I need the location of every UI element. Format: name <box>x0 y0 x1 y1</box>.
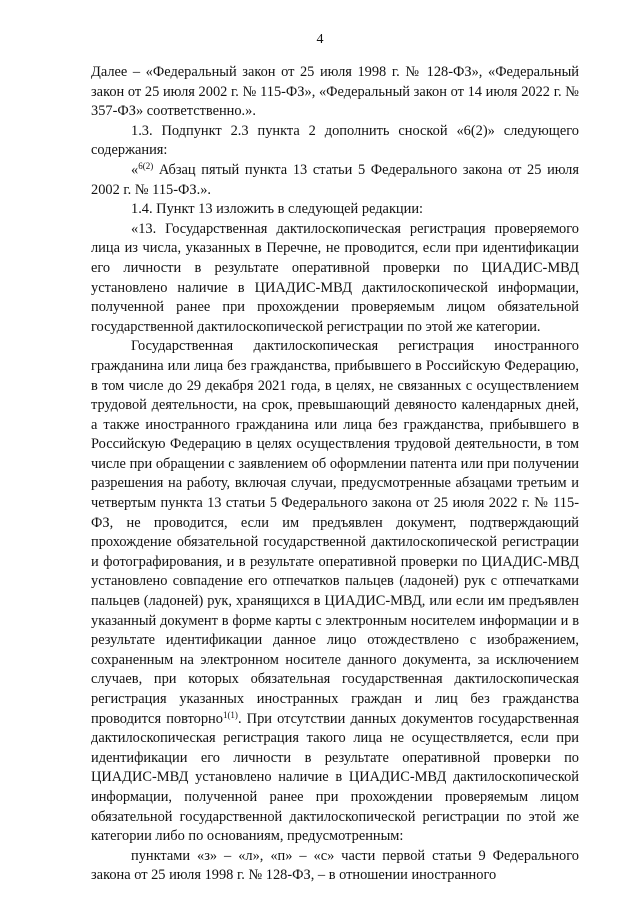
paragraph-5: «13. Государственная дактилоскопическая регистрация проверяемого лица из числа, указанных в Перечне, не проводится, если при идентификации его личности в результате оперативной проверки по ЦИАДИС-МВД установлено наличие в ЦИАДИС-МВД дактилоскопической информации, полученной ранее при прохождении проверяемым лицом обязательной государственной дактилоскопической регистрации по этой же категории. <box>91 220 579 335</box>
paragraph-3 <box>91 161 579 200</box>
paragraph-3-text: Абзац пятый пункта 13 статьи 5 Федерального закона от 25 июля 2002 г. № 115-ФЗ.». <box>91 161 579 198</box>
paragraph-3-open-quote: « <box>131 161 139 178</box>
paragraph-2: 1.3. Подпункт 2.3 пункта 2 дополнить сноской «6(2)» следующего содержания: <box>91 122 579 159</box>
page-number: 4 <box>316 32 324 47</box>
footnote-mark-1-1: 1(1) <box>222 709 238 720</box>
paragraph-1: Далее – «Федеральный закон от 25 июля 1998 г. № 128-ФЗ», «Федеральный закон от 25 июля 2002 г. № 115-ФЗ», «Федеральный закон от 14 июля 2022 г. № 357-ФЗ» соответственно.». <box>91 64 579 120</box>
paragraph-7: пунктами «з» – «л», «п» – «с» части первой статьи 9 Федерального закона от 25 июля 1998 г. № 128-ФЗ, – в отношении иностранного <box>91 847 579 884</box>
paragraph-4: 1.4. Пункт 13 изложить в следующей редакции: <box>131 201 424 218</box>
paragraph-6-text-end: . При отсутствии данных документов государственная дактилоскопическая регистрация такого лица не осуществляется, если при идентификации его личности в результате оперативной проверки по ЦИАДИС-МВД установлено наличие в ЦИАДИС-МВД дактилоскопической информации, полученной ранее при прохождении проверяемым лицом обязательной государственной дактилоскопической регистрации по этой же категории либо по основаниям, предусмотренным: <box>91 710 579 845</box>
footnote-mark-6-2: 6(2) <box>138 160 154 171</box>
document-body <box>91 63 579 886</box>
paragraph-6-text-start: Государственная дактилоскопическая регистрация иностранного гражданина или лица без гражданства, прибывшего в Российскую Федерацию, в том числе до 29 декабря 2021 года, в целях, не связанных с осуществлением трудовой деятельности, на срок, превышающий девяносто календарных дней, а также иностранного гражданина или лица без гражданства, прибывшего в Российскую Федерацию в целях осуществления трудовой деятельности, в том числе при обращении с заявлением об оформлении патента или при получении разрешения на работу, включая случаи, предусмотренные абзацами третьим и четвертым пункта 13 статьи 5 Федерального закона от 25 июля 2022 г. № 115-ФЗ, не проводится, если им предъявлен документ, подтверждающий прохождение обязательной государственной дактилоскопической регистрации и фотографирования, и в результате оперативной проверки по ЦИАДИС-МВД установлено совпадение его отпечатков пальцев (ладоней) рук с отпечатками пальцев (ладоней) рук, хранящихся в ЦИАДИС-МВД, или если им предъявлен указанный документ в форме карты с электронным носителем информации и в результате идентификации данное лицо отождествлено с изображением, сохраненным на электронном носителе данного документа, за исключением случаев, при которых обязательная государственная дактилоскопическая регистрация указанных иностранных граждан и лиц без гражданства проводится повторно <box>91 338 579 727</box>
paragraph-6 <box>91 337 579 846</box>
